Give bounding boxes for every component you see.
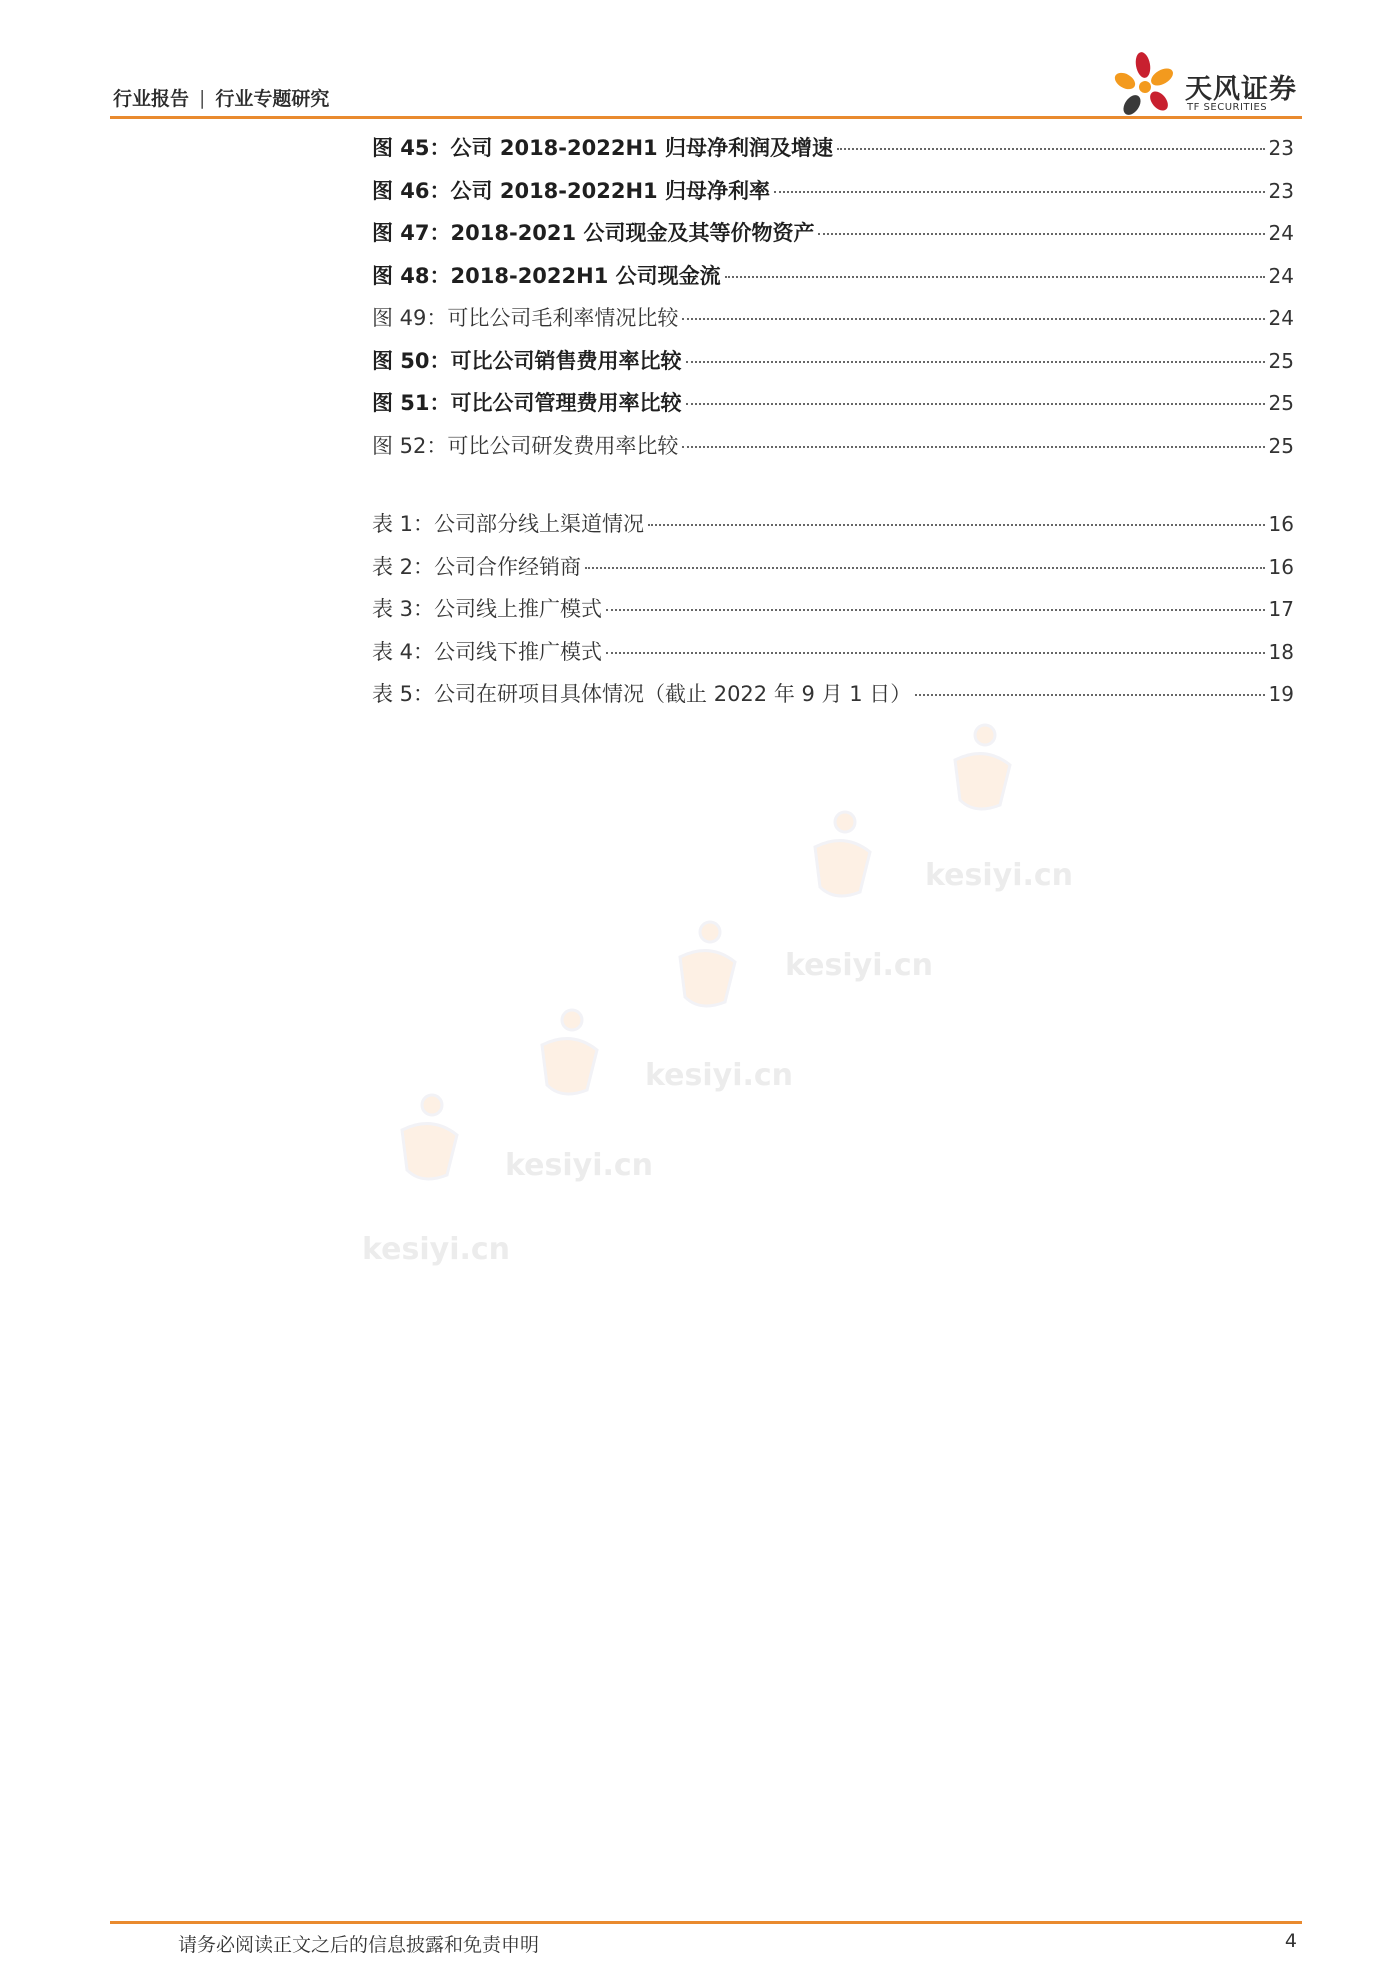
toc-entry-page: 16 [1268,554,1294,579]
toc-entry-label: 表 2：公司合作经销商 [372,554,582,579]
watermark-text: kesiyi.cn [645,1058,794,1093]
toc-entry-label: 表 5：公司在研项目具体情况（截止 2022 年 9 月 1 日） [372,682,912,706]
toc-leader-dots [606,609,1265,611]
logo-chinese-name: 天风证券 [1185,74,1297,105]
footer-disclaimer: 请务必阅读正文之后的信息披露和免责申明 [178,1934,540,1956]
toc-entry-label: 图 52：可比公司研发费用率比较 [372,433,679,458]
toc-entry-page: 24 [1268,221,1294,245]
toc-entry-page: 25 [1268,433,1294,458]
toc-leader-dots [915,694,1264,696]
toc-entry-page: 25 [1268,348,1294,373]
toc-entry-label: 表 4：公司线下推广模式 [372,639,603,664]
toc-entry[interactable] [372,217,1294,260]
footer-divider [110,1921,1302,1924]
tf-securities-logo [1105,45,1305,125]
toc-entry-label: 图 49：可比公司毛利率情况比较 [372,306,679,330]
toc-entry-page: 17 [1268,597,1294,621]
toc-leader-dots [686,361,1265,363]
toc-entry[interactable] [372,387,1294,430]
toc-spacer [372,472,1294,508]
toc-entry-page: 24 [1268,263,1294,288]
report-type: 行业报告 [113,88,190,110]
toc-entry[interactable] [372,302,1294,345]
table-list [372,508,1294,721]
flower-logo-icon [1105,45,1185,125]
toc-entry[interactable] [372,430,1294,473]
report-subtype: 行业专题研究 [215,88,330,110]
watermark-text: kesiyi.cn [925,858,1074,893]
toc-leader-dots [686,403,1265,405]
toc-leader-dots [837,148,1265,150]
header-breadcrumb [113,84,329,111]
toc-entry-label: 图 50：可比公司销售费用率比较 [372,348,682,373]
toc-entry-label: 图 51：可比公司管理费用率比较 [372,391,682,415]
watermark-text: kesiyi.cn [362,1232,511,1267]
toc-entry-page: 23 [1268,178,1294,203]
toc-leader-dots [725,276,1265,278]
toc-entry[interactable] [372,551,1294,594]
toc-leader-dots [585,567,1265,569]
toc-leader-dots [682,446,1264,448]
toc-entry-page: 16 [1268,512,1294,536]
toc-leader-dots [682,318,1264,320]
toc-entry[interactable] [372,175,1294,218]
toc-entry[interactable] [372,132,1294,175]
logo-english-name: TF SECURITIES [1187,102,1268,113]
toc-entry-label: 图 47：2018-2021 公司现金及其等价物资产 [372,221,815,245]
toc-entry-label: 图 48：2018-2022H1 公司现金流 [372,263,721,288]
header-divider [110,116,1302,119]
toc-entry[interactable] [372,260,1294,303]
toc-entry-page: 23 [1268,136,1294,160]
toc-entry-label: 图 45：公司 2018-2022H1 归母净利润及增速 [372,136,833,160]
toc-section [372,132,1294,721]
toc-entry[interactable] [372,345,1294,388]
toc-leader-dots [606,652,1265,654]
toc-entry[interactable] [372,678,1294,721]
toc-entry-page: 24 [1268,306,1294,330]
toc-leader-dots [774,191,1265,193]
header-separator: | [199,86,206,109]
toc-leader-dots [648,524,1265,526]
toc-entry[interactable] [372,593,1294,636]
figure-list [372,132,1294,472]
page-number: 4 [1284,1930,1297,1952]
toc-entry[interactable] [372,636,1294,679]
watermark-text: kesiyi.cn [785,948,934,983]
toc-entry-label: 图 46：公司 2018-2022H1 归母净利率 [372,178,770,203]
toc-entry-label: 表 3：公司线上推广模式 [372,597,603,621]
watermark-text: kesiyi.cn [505,1148,654,1183]
toc-entry-page: 25 [1268,391,1294,415]
toc-entry[interactable] [372,508,1294,551]
toc-entry-page: 19 [1268,682,1294,706]
toc-entry-page: 18 [1268,639,1294,664]
toc-leader-dots [818,233,1264,235]
toc-entry-label: 表 1：公司部分线上渠道情况 [372,512,645,536]
